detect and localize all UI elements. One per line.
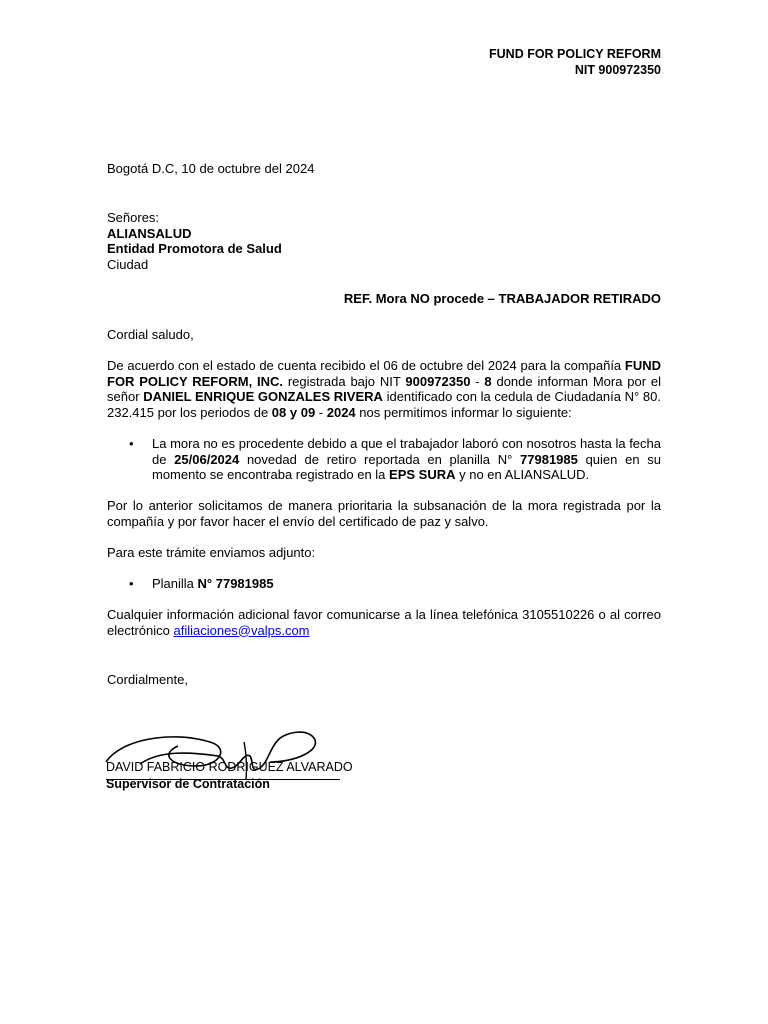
p1-year: 2024 [326,404,356,420]
p1-text: registrada bajo NIT [283,373,406,389]
bullet-icon: • [129,436,134,451]
list-item [107,436,661,484]
p1-text: - [470,373,485,389]
paragraph-1 [107,358,661,420]
p1-periods: 08 y 09 [271,404,316,420]
email-link[interactable]: afiliaciones@valps.com [173,622,310,638]
greeting: Cordial saludo, [107,327,194,342]
bullet-icon: • [129,576,134,591]
paragraph-2: Por lo anterior solicitamos de manera prioritaria la subsanación de la mora registrada por la compañía y por favor hacer el envío del certificado de paz y salvo. [107,498,661,529]
bullet-1-text [152,436,661,483]
b1-date: 25/06/2024 [174,451,240,467]
recipient-block [107,210,661,272]
closing: Cordialmente, [107,672,188,687]
reference-line: REF. Mora NO procede – TRABAJADOR RETIRADO [343,291,661,306]
p1-dv: 8 [484,373,492,389]
letterhead [489,46,661,78]
signer-title: Supervisor de Contratación [106,777,270,791]
recipient-name: ALIANSALUD [107,225,192,241]
signer-name: DAVID FABRICIO RODRIGUEZ ALVARADO [106,760,353,774]
p1-text: - [315,404,327,420]
bullet-2-text [152,576,661,592]
recipient-salutation: Señores: [107,210,160,225]
b1-eps: EPS SURA [389,467,456,482]
company-name: FUND FOR POLICY REFORM [489,47,661,61]
p1-text: De acuerdo con el estado de cuenta recibido el 06 de octubre del 2024 para la compañía [107,358,625,373]
b1-text: La mora no es procedente debido a que el trabajador laboró con nosotros hasta la fecha de [152,436,661,467]
date-line: Bogotá D.C, 10 de octubre del 2024 [107,161,315,176]
b1-text: novedad de retiro reportada en planilla N° [239,451,521,467]
b1-text: y no en ALIANSALUD. [455,467,590,482]
paragraph-3: Para este trámite enviamos adjunto: [107,545,316,560]
b1-planilla: 77981985 [520,451,578,467]
p4-text: Cualquier información adicional favor comunicarse a la línea telefónica 3105510226 o al correo electrónico [107,607,661,638]
company-nit: NIT 900972350 [574,63,661,77]
p1-worker: DANIEL ENRIQUE GONZALES RIVERA [143,389,383,404]
paragraph-4 [107,607,661,638]
p1-text: nos permitimos informar lo siguiente: [355,404,572,420]
b2-text: Planilla [152,576,198,591]
p1-company: FUND FOR POLICY REFORM, INC. [107,358,661,389]
p1-text: donde informan Mora por el señor [107,373,661,404]
recipient-entity: Entidad Promotora de Salud [107,241,282,256]
recipient-city: Ciudad [107,256,149,272]
list-item [107,576,661,594]
p1-text: identificado con la cedula de Ciudadanía N° 80. 232.415 por los periodos de [107,389,661,420]
b2-planilla: N° 77981985 [197,576,274,591]
b1-text: quien en su momento se encontraba registrado en la [152,451,661,482]
p1-nit: 900972350 [405,373,471,389]
